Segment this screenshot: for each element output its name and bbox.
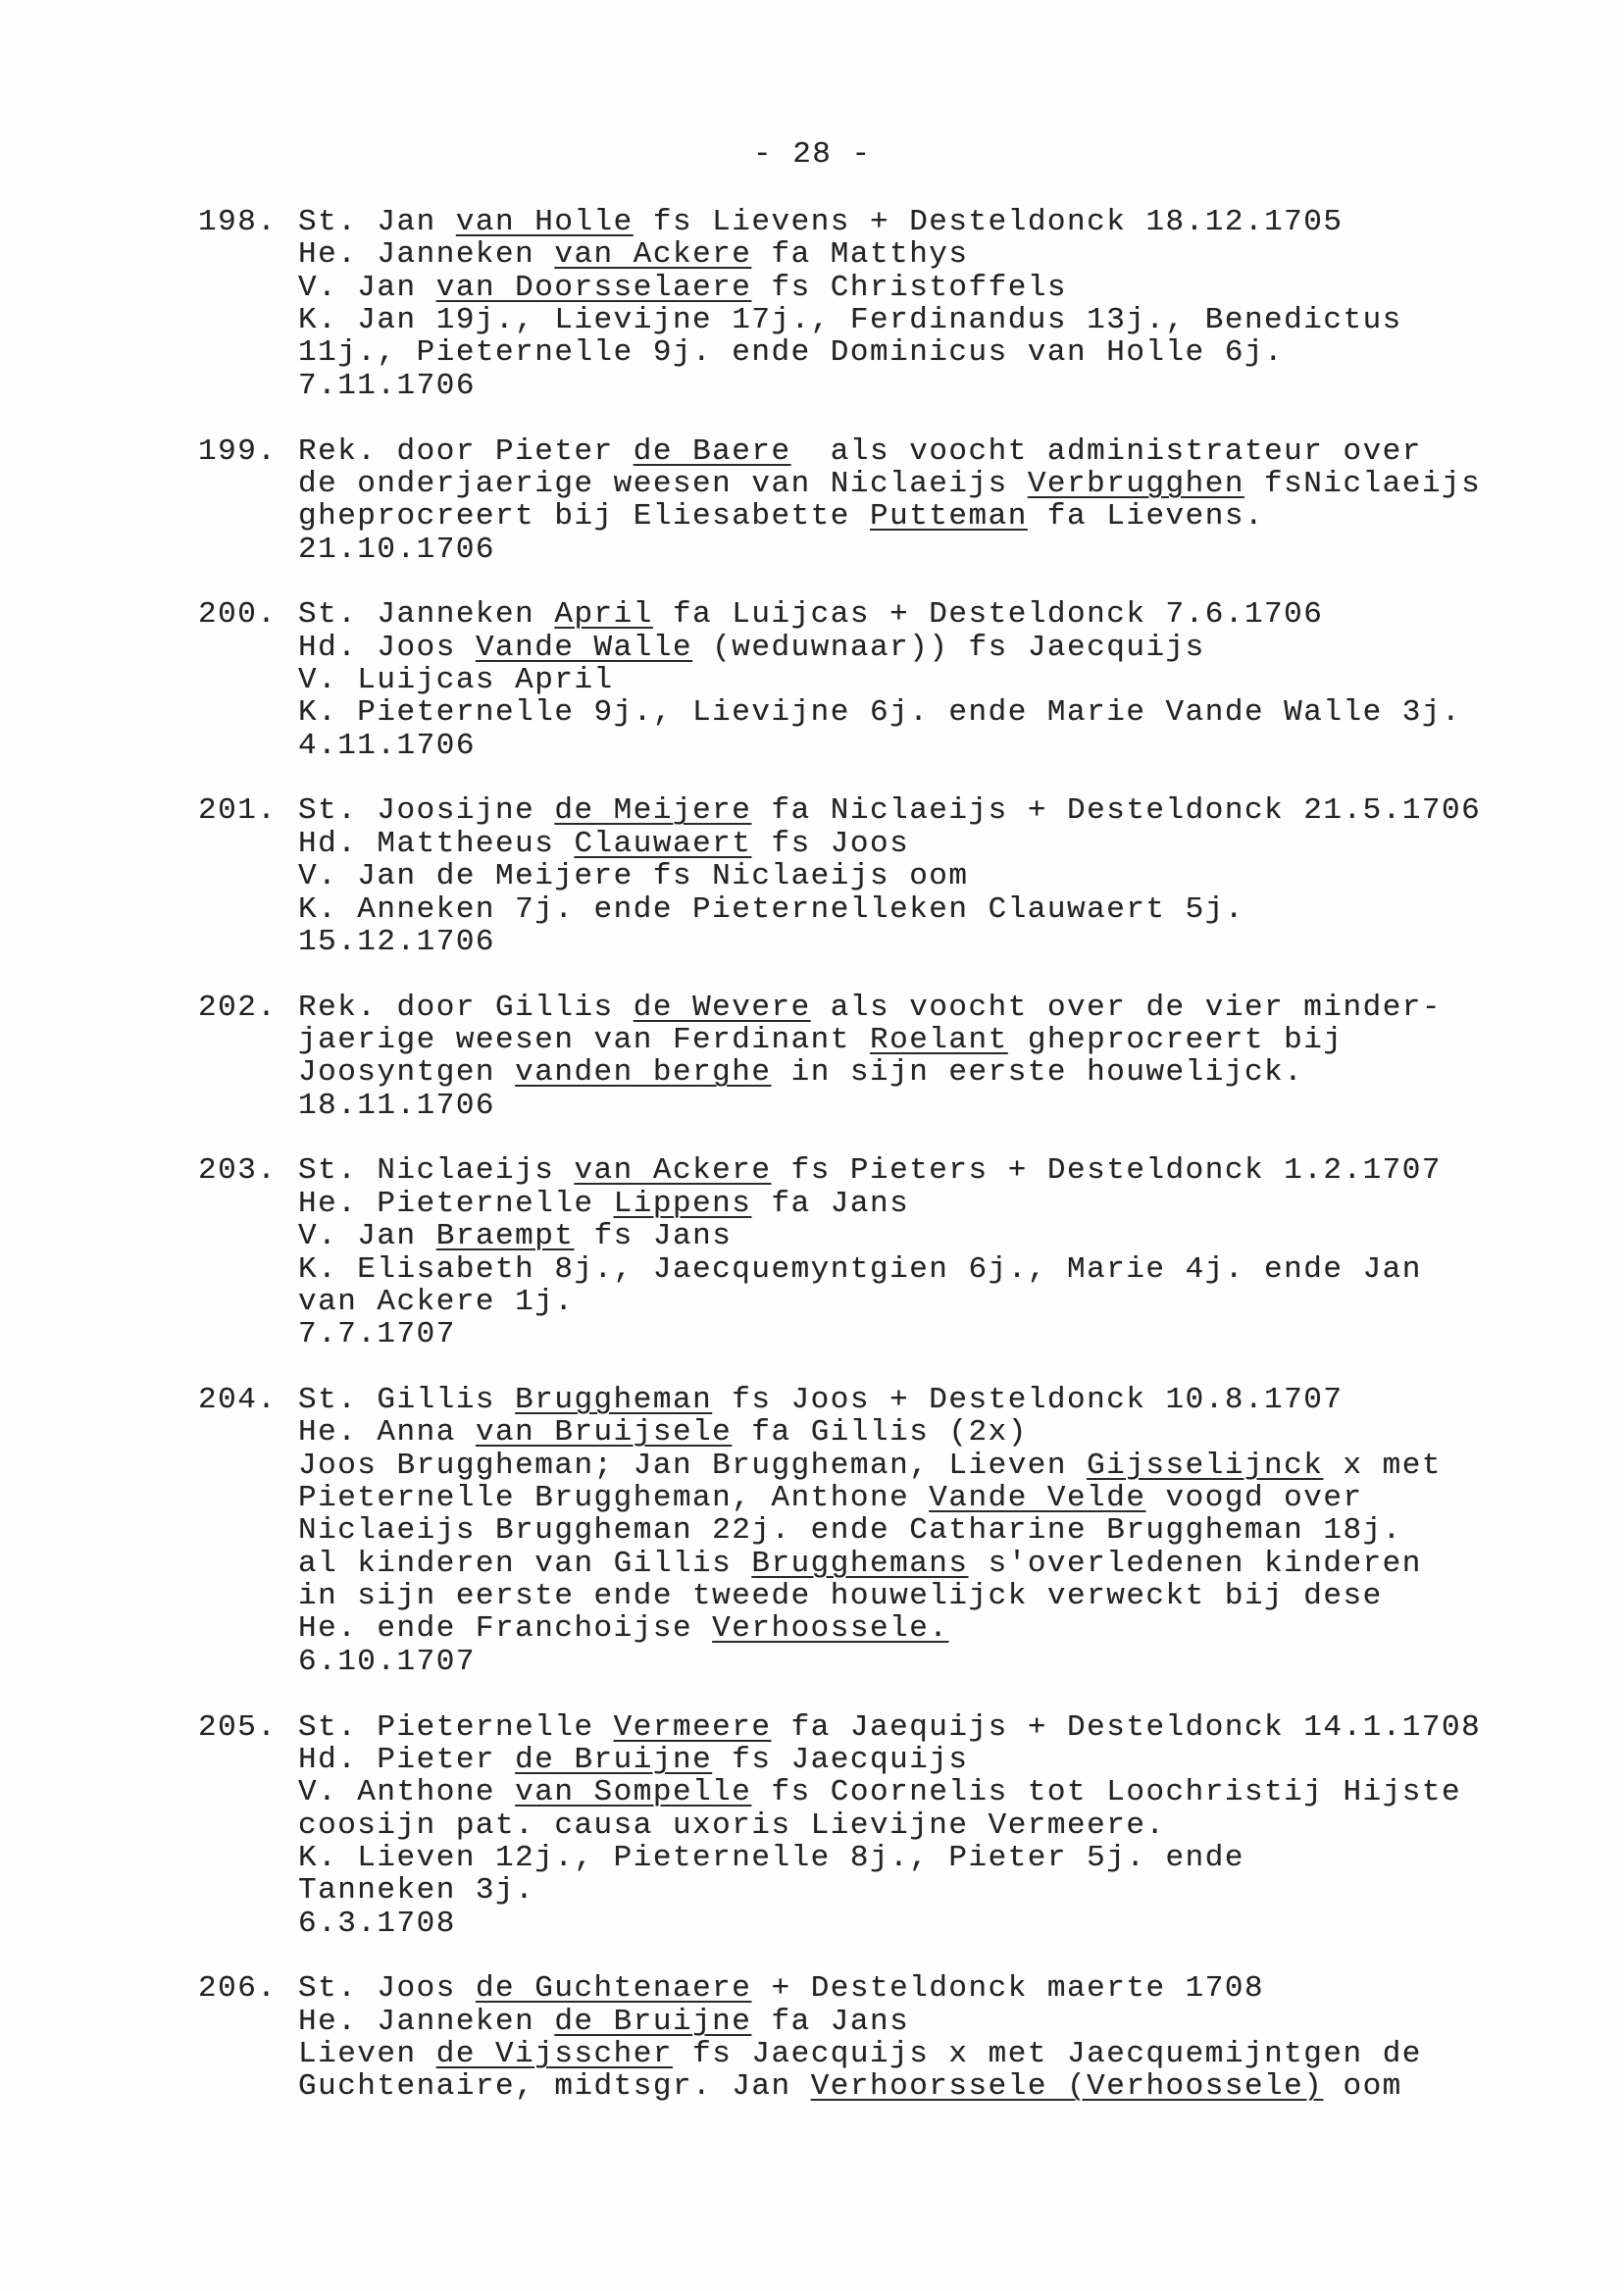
entry-line (0, 304, 1624, 336)
line-text: St. Gillis (298, 1382, 516, 1417)
entry-line (0, 1744, 1624, 1776)
entry-line (0, 2070, 1624, 2103)
line-text: Joosyntgen (298, 1055, 516, 1091)
line-text: K. Pieternelle 9j., Lievijne 6j. ende Marie Vande Walle 3j. (298, 695, 1462, 731)
line-text: fs Jans (574, 1219, 733, 1254)
line-text: als voocht administrateur over (790, 433, 1422, 469)
entry-number: 205. (198, 1709, 278, 1745)
line-text: 6.10.1707 (298, 1644, 476, 1679)
underlined-surname: van Ackere (554, 237, 752, 273)
underlined-surname: Roelant (870, 1022, 1008, 1057)
underlined-surname: Braempt (435, 1219, 575, 1254)
register-entry (0, 1154, 1624, 1350)
register-entry (0, 598, 1624, 762)
line-text: Tanneken 3j. (298, 1873, 535, 1909)
register-entry (0, 435, 1624, 566)
line-text: Lieven (298, 2037, 436, 2072)
underlined-surname: van Bruijsele (475, 1415, 733, 1451)
line-text: St. Joosijne (298, 793, 555, 829)
entry-line (0, 730, 1624, 762)
line-text: He. Anna (298, 1415, 476, 1451)
line-text: fa Jans (751, 1186, 910, 1221)
line-text: 7.7.1707 (298, 1317, 456, 1352)
line-text: in sijn eerste houwelijck. (771, 1055, 1304, 1091)
entry-line (0, 828, 1624, 860)
underlined-surname: Vande Velde (929, 1481, 1146, 1516)
line-text: 6.3.1708 (298, 1906, 456, 1941)
line-text: K. Anneken 7j. ende Pieternelleken Clauwaert 5j. (298, 891, 1244, 927)
entry-line (0, 1286, 1624, 1318)
line-text: He. Pieternelle (298, 1186, 614, 1221)
underlined-surname: Lippens (613, 1186, 752, 1221)
entry-number: 199. (198, 433, 278, 469)
line-text: Rek. door Pieter (298, 433, 634, 469)
entry-line (0, 1809, 1624, 1842)
line-text: fs Lievens + Desteldonck 18.12.1705 (633, 205, 1344, 239)
entry-line (0, 1450, 1624, 1482)
line-text: Rek. door Gillis (298, 990, 634, 1025)
underlined-surname: van Doorsselaere (435, 270, 752, 305)
line-text: 15.12.1706 (298, 924, 496, 959)
line-text: (weduwnaar)) fs Jaecquijs (692, 630, 1205, 665)
register-entry (0, 1711, 1624, 1941)
entry-line (0, 1874, 1624, 1907)
entry-line (0, 1776, 1624, 1808)
entry-line (0, 860, 1624, 892)
entry-line (0, 2006, 1624, 2038)
entry-line (0, 1416, 1624, 1449)
entry-line (0, 1482, 1624, 1514)
underlined-surname: Bruggheman (515, 1382, 713, 1417)
underlined-surname: de Guchtenaere (475, 1971, 752, 2007)
register-entry (0, 794, 1624, 958)
entry-line (0, 238, 1624, 271)
line-text: Guchtenaire, midtsgr. Jan (298, 2069, 811, 2105)
line-text: V. Luijcas April (298, 663, 614, 698)
line-text: + Desteldonck maerte 1708 (751, 1971, 1265, 2007)
underlined-surname: Verhoorssele (Verhoossele) (810, 2069, 1324, 2105)
line-text: fa Gillis (2x) (732, 1415, 1028, 1451)
register-entry (0, 1972, 1624, 2103)
line-text: 21.10.1706 (298, 532, 496, 567)
line-text: V. Jan (298, 270, 436, 305)
line-text: 11j., Pieternelle 9j. ende Dominicus van Holle 6j. (298, 335, 1285, 371)
line-text: gheprocreert bij Eliesabette (298, 499, 870, 535)
line-text: St. Pieternelle (298, 1709, 614, 1745)
underlined-surname: vanden berghe (515, 1055, 772, 1091)
underlined-surname: Clauwaert (574, 826, 752, 861)
entry-line (0, 632, 1624, 664)
entry-line (0, 696, 1624, 729)
line-text: V. Anthone (298, 1775, 516, 1810)
entry-number: 202. (198, 990, 278, 1025)
underlined-surname: van Ackere (574, 1153, 772, 1189)
underlined-surname: April (554, 597, 653, 633)
entry-number: 203. (198, 1153, 278, 1189)
underlined-surname: Gijsselijnck (1087, 1448, 1324, 1483)
entry-line (0, 1220, 1624, 1252)
line-text: 4.11.1706 (298, 728, 476, 763)
line-text: 18.11.1706 (298, 1088, 496, 1123)
line-text: fs Joos + Desteldonck 10.8.1707 (712, 1382, 1344, 1417)
underlined-surname: de Baere (633, 433, 791, 469)
register-entry (0, 206, 1624, 402)
entry-number: 200. (198, 597, 278, 633)
line-text: fs Jaecquijs (712, 1742, 969, 1777)
entry-line (0, 1056, 1624, 1089)
line-text: fs Pieters + Desteldonck 1.2.1707 (771, 1153, 1442, 1189)
entry-line (0, 1253, 1624, 1286)
line-text: Joos Bruggheman; Jan Bruggheman, Lieven (298, 1448, 1088, 1483)
line-text: St. Joos (298, 1971, 476, 2007)
line-text: St. Niclaeijs (298, 1153, 575, 1189)
register-entry (0, 1384, 1624, 1678)
entry-line (0, 336, 1624, 369)
line-text: fs Joos (751, 826, 910, 861)
entries-list (0, 206, 1624, 2136)
line-text: St. Jan (298, 205, 456, 239)
entry-line (0, 1548, 1624, 1580)
line-text: jaerige weesen van Ferdinant (298, 1022, 870, 1057)
line-text: Hd. Pieter (298, 1742, 516, 1777)
line-text: coosijn pat. causa uxoris Lievijne Vermeere. (298, 1807, 1166, 1843)
line-text: Hd. Mattheeus (298, 826, 575, 861)
entry-line (0, 370, 1624, 402)
entry-line (0, 664, 1624, 696)
underlined-surname: de Bruijne (554, 2004, 752, 2039)
line-text: fsNiclaeijs (1243, 466, 1482, 501)
entry-line (0, 1318, 1624, 1350)
entry-line (0, 1580, 1624, 1612)
entry-number: 204. (198, 1382, 278, 1417)
line-text: voogd over (1145, 1481, 1363, 1516)
entry-line (0, 1090, 1624, 1122)
underlined-surname: Verbrugghen (1027, 466, 1244, 501)
line-text: 7.11.1706 (298, 368, 476, 403)
line-text: fa Niclaeijs + Desteldonck 21.5.1706 (751, 793, 1482, 829)
register-entry (0, 992, 1624, 1122)
underlined-surname: Brugghemans (751, 1546, 969, 1581)
line-text: Hd. Joos (298, 630, 476, 665)
line-text: van Ackere 1j. (298, 1284, 575, 1319)
line-text: oom (1323, 2069, 1402, 2105)
line-text: fa Lievens. (1027, 499, 1265, 535)
line-text: fa Matthys (751, 237, 969, 273)
line-text: St. Janneken (298, 597, 555, 633)
line-text: s'overledenen kinderen (968, 1546, 1422, 1581)
line-text: K. Lieven 12j., Pieternelle 8j., Pieter 5j. ende (298, 1840, 1244, 1875)
underlined-surname: Putteman (870, 499, 1028, 535)
line-text: als voocht over de vier minder- (810, 990, 1442, 1025)
line-text: K. Jan 19j., Lievijne 17j., Ferdinandus 13j., Benedictus (298, 303, 1402, 338)
entry-line (0, 1842, 1624, 1874)
line-text: He. ende Franchoijse (298, 1611, 713, 1647)
line-text: al kinderen van Gillis (298, 1546, 752, 1581)
entry-line (0, 2038, 1624, 2070)
line-text: gheprocreert bij (1007, 1022, 1344, 1057)
entry-line (0, 893, 1624, 926)
line-text: fa Luijcas + Desteldonck 7.6.1706 (652, 597, 1324, 633)
line-text: V. Jan de Meijere fs Niclaeijs oom (298, 859, 969, 894)
line-text: fa Jaequijs + Desteldonck 14.1.1708 (771, 1709, 1482, 1745)
underlined-surname: de Vijsscher (435, 2037, 673, 2072)
entry-line (0, 1908, 1624, 1940)
entry-number: 198. (198, 205, 278, 239)
entry-line (0, 272, 1624, 304)
underlined-surname: Vande Walle (475, 630, 693, 665)
underlined-surname: van Sompelle (515, 1775, 752, 1810)
entry-line (0, 1646, 1624, 1678)
underlined-surname: de Bruijne (515, 1742, 713, 1777)
line-text: V. Jan (298, 1219, 436, 1254)
line-text: in sijn eerste ende tweede houwelijck verweckt bij dese (298, 1579, 1383, 1614)
line-text: K. Elisabeth 8j., Jaecquemyntgien 6j., Marie 4j. ende Jan (298, 1251, 1422, 1287)
underlined-surname: van Holle (455, 205, 634, 239)
underlined-surname: Verhoossele. (712, 1611, 949, 1647)
entry-line (0, 534, 1624, 566)
entry-line (0, 926, 1624, 958)
entry-line (0, 1612, 1624, 1645)
entry-line (0, 1188, 1624, 1220)
line-text: Niclaeijs Bruggheman 22j. ende Catharine Bruggheman 18j. (298, 1513, 1402, 1549)
line-text: fs Christoffels (751, 270, 1068, 305)
entry-line (0, 1514, 1624, 1547)
line-text: fs Coornelis tot Loochristij Hijste (751, 1775, 1462, 1810)
underlined-surname: Vermeere (613, 1709, 772, 1745)
line-text: Pieternelle Bruggheman, Anthone (298, 1481, 930, 1516)
underlined-surname: de Wevere (633, 990, 811, 1025)
entry-number: 201. (198, 793, 278, 829)
line-text: x met (1323, 1448, 1442, 1483)
line-text: He. Janneken (298, 237, 555, 273)
line-text: fs Jaecquijs x met Jaecquemijntgen de (672, 2037, 1422, 2072)
line-text: fa Jans (751, 2004, 910, 2039)
underlined-surname: de Meijere (554, 793, 752, 829)
line-text: He. Janneken (298, 2004, 555, 2039)
entry-line (0, 1024, 1624, 1056)
entry-line (0, 500, 1624, 533)
entry-line (0, 468, 1624, 500)
page-number: - 28 - (753, 137, 872, 172)
line-text: de onderjaerige weesen van Niclaeijs (298, 466, 1028, 501)
entry-number: 206. (198, 1971, 278, 2007)
